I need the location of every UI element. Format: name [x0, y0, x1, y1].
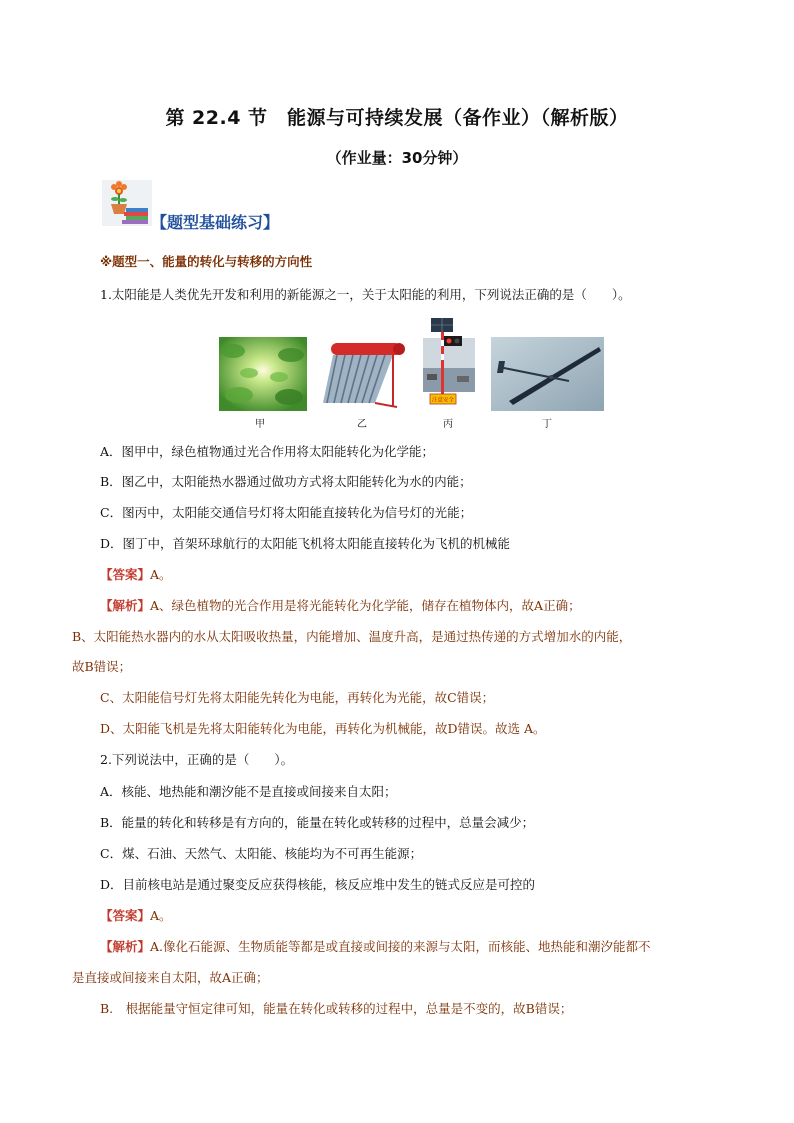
answer-tag: 【答案】 [100, 567, 151, 582]
page-title: 第 22.4 节 能源与可持续发展（备作业）（解析版） [165, 107, 629, 129]
q1-stem: 1.太阳能是人类优先开发和利用的新能源之一，关于太阳能的利用，下列说法正确的是（ ）。 [100, 287, 631, 302]
q1-analysis-c: C、太阳能信号灯先将太阳能先转化为电能，再转化为光能，故C错误； [100, 690, 495, 705]
figure-bing-traffic-light-image [417, 316, 481, 411]
figure-label-jia: 甲 [255, 419, 265, 430]
warning-sign-text: 注意安全 [431, 397, 455, 404]
q2-stem: 2.下列说法中，正确的是（ ）。 [100, 752, 294, 767]
q1-analysis-d: D、太阳能飞机是先将太阳能转化为电能，再转化为机械能，故D错误。故选 A。 [100, 721, 546, 736]
figure-label-yi: 乙 [357, 419, 367, 430]
figure-label-ding: 丁 [542, 419, 552, 430]
q1-analysis-a: A、绿色植物的光合作用是将光能转化为化学能，储存在植物体内，故A正确； [150, 598, 581, 613]
q2-analysis-line-1 [100, 938, 651, 956]
q2-answer-line [100, 907, 172, 925]
q1-answer: A。 [150, 567, 172, 582]
answer-tag: 【答案】 [100, 908, 151, 923]
q2-option-a: A．核能、地热能和潮汐能不是直接或间接来自太阳； [100, 784, 397, 799]
q2-analysis-b: B. 根据能量守恒定律可知，能量在转化或转移的过程中，总量是不变的，故B错误； [100, 1001, 573, 1016]
q2-option-c: C．煤、石油、天然气、太阳能、核能均为不可再生能源； [100, 846, 423, 861]
q1-option-b: B．图乙中，太阳能热水器通过做功方式将太阳能转化为水的内能； [100, 474, 472, 489]
q2-option-d: D．目前核电站是通过聚变反应获得核能，核反应堆中发生的链式反应是可控的 [100, 877, 536, 892]
flower-books-icon [102, 180, 152, 226]
question-type-heading: ※题型一、能量的转化与转移的方向性 [100, 254, 313, 269]
q1-option-c: C．图丙中，太阳能交通信号灯将太阳能直接转化为信号灯的光能； [100, 505, 473, 520]
q2-answer: A。 [150, 908, 172, 923]
figure-jia-plant-image [219, 337, 307, 411]
analysis-tag: 【解析】 [100, 939, 151, 954]
figure-label-bing: 丙 [443, 419, 453, 430]
figure-yi-solar-heater-image [323, 337, 405, 411]
q1-option-d: D．图丁中，首架环球航行的太阳能飞机将太阳能直接转化为飞机的机械能 [100, 536, 511, 551]
q1-analysis-line-1 [100, 597, 581, 615]
q1-analysis-b-cont: 故B错误； [72, 659, 132, 674]
q2-analysis-a-cont: 是直接或间接来自太阳，故A正确； [72, 970, 269, 985]
page-subtitle: （作业量：30分钟） [326, 149, 468, 167]
q1-option-a: A．图甲中，绿色植物通过光合作用将太阳能转化为化学能； [100, 444, 435, 459]
section-header: 【题型基础练习】 [151, 213, 280, 232]
q2-option-b: B．能量的转化和转移是有方向的，能量在转化或转移的过程中，总量会减少； [100, 815, 535, 830]
q1-answer-line [100, 566, 172, 584]
figure-ding-solar-plane-image [491, 337, 604, 411]
analysis-tag: 【解析】 [100, 598, 151, 613]
q2-analysis-a: A.像化石能源、生物质能等都是或直接或间接的来源与太阳，而核能、地热能和潮汐能都不 [150, 939, 651, 954]
q1-analysis-b: B、太阳能热水器内的水从太阳吸收热量，内能增加、温度升高，是通过热传递的方式增加水的内能， [72, 629, 632, 644]
